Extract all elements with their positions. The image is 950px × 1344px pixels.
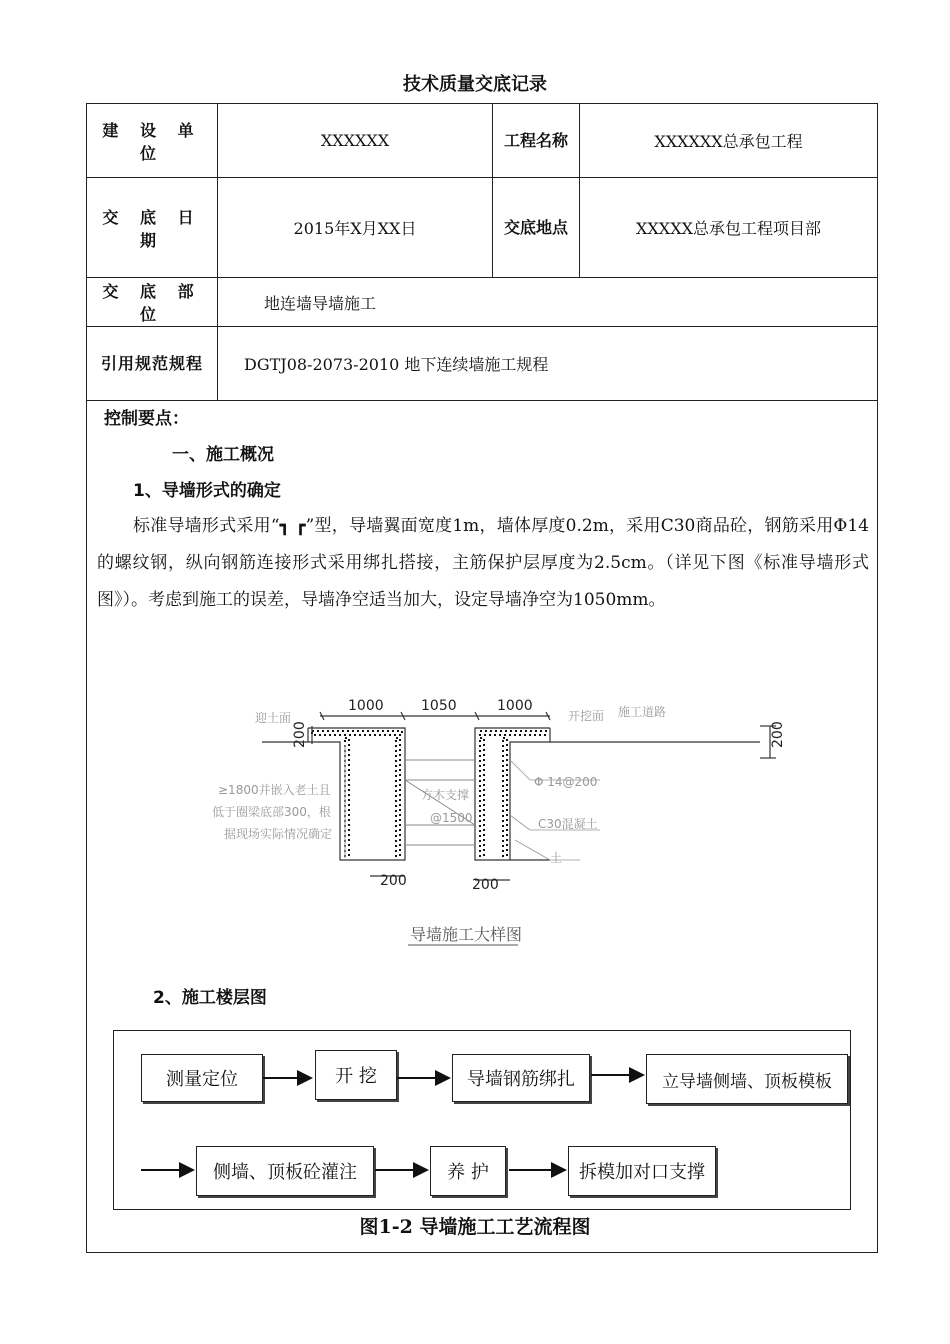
part-label: 交 底 部 位 bbox=[87, 278, 218, 327]
build-unit-label: 建 设 单 位 bbox=[87, 104, 218, 178]
dim-200-bottom-right-text: 200 bbox=[472, 877, 499, 893]
place-value: XXXXX总承包工程项目部 bbox=[580, 178, 878, 278]
date-value: 2015年X月XX日 bbox=[218, 178, 493, 278]
flow-step-strip-label: 拆模加对口支撑 bbox=[579, 1162, 705, 1183]
subheading-wall-form: 1、导墙形式的确定 bbox=[133, 481, 281, 501]
support-label: 方木支撑 bbox=[421, 788, 470, 802]
flow-step-excavate-label: 开 挖 bbox=[335, 1066, 377, 1087]
build-unit-value: XXXXXX bbox=[218, 104, 493, 178]
section-heading: 一、施工概况 bbox=[172, 445, 274, 465]
note-line-3: 据现场实际情况确定 bbox=[224, 827, 333, 841]
info-table bbox=[86, 103, 878, 401]
label-road: 施工道路 bbox=[618, 705, 667, 719]
dim-200-bottom-left-text: 200 bbox=[380, 873, 407, 889]
concrete-label: C30混凝土 bbox=[538, 817, 598, 831]
date-label: 交 底 日 期 bbox=[87, 178, 218, 278]
subheading-flow: 2、施工楼层图 bbox=[153, 988, 267, 1008]
flow-step-survey-label: 测量定位 bbox=[166, 1069, 238, 1090]
flow-step-pour-label: 侧墙、顶板砼灌注 bbox=[213, 1162, 357, 1183]
spec-value: DGTJ08-2073-2010 地下连续墙施工规程 bbox=[218, 327, 878, 401]
flow-arrows bbox=[113, 1030, 853, 1210]
drawing-caption: 导墙施工大样图 bbox=[410, 925, 523, 944]
flow-caption: 图1-2 导墙施工工艺流程图 bbox=[359, 1216, 591, 1238]
flow-step-rebar-label: 导墙钢筋绑扎 bbox=[467, 1069, 575, 1090]
part-value: 地连墙导墙施工 bbox=[218, 278, 878, 327]
note-line-2: 低于圈梁底部300，根 bbox=[212, 805, 331, 819]
guide-wall-drawing bbox=[200, 690, 840, 950]
support-spacing: @1500 bbox=[430, 811, 473, 825]
note-line-1: ≥1800并嵌入老土且 bbox=[218, 783, 331, 797]
control-heading: 控制要点： bbox=[104, 409, 189, 429]
dim-left-text: 1000 bbox=[348, 698, 384, 714]
dim-200-left-text: 200 bbox=[292, 721, 308, 748]
label-dig-face: 开挖面 bbox=[568, 709, 605, 723]
rebar-label: Φ 14@200 bbox=[534, 775, 598, 789]
flow-step-formwork-label: 立导墙侧墙、顶板模板 bbox=[662, 1071, 832, 1092]
dim-mid-text: 1050 bbox=[421, 698, 457, 714]
soil-label: 土 bbox=[550, 851, 563, 865]
document-title: 技术质量交底记录 bbox=[403, 74, 547, 95]
project-name-label: 工程名称 bbox=[493, 104, 580, 178]
dim-right-text: 1000 bbox=[497, 698, 533, 714]
paragraph-wall-form: 标准导墙形式采用“┓ ┏”型，导墙翼面宽度1m，墙体厚度0.2m，采用C30商品砼，钢筋采用Φ14的螺纹钢，纵向钢筋连接形式采用绑扎搭接，主筋保护层厚度为2.5cm。（详见下图《标准导墙形式图》）。考虑到施工的误差，导墙净空适当加大，设定导墙净空为1050mm。 bbox=[97, 516, 869, 610]
place-label: 交底地点 bbox=[493, 178, 580, 278]
spec-label: 引用规范规程 bbox=[87, 327, 218, 401]
flow-step-cure-label: 养 护 bbox=[447, 1162, 489, 1183]
dim-200-right-text: 200 bbox=[770, 721, 786, 748]
label-soil-face: 迎土面 bbox=[255, 711, 292, 725]
project-name-value: XXXXXX总承包工程 bbox=[580, 104, 878, 178]
